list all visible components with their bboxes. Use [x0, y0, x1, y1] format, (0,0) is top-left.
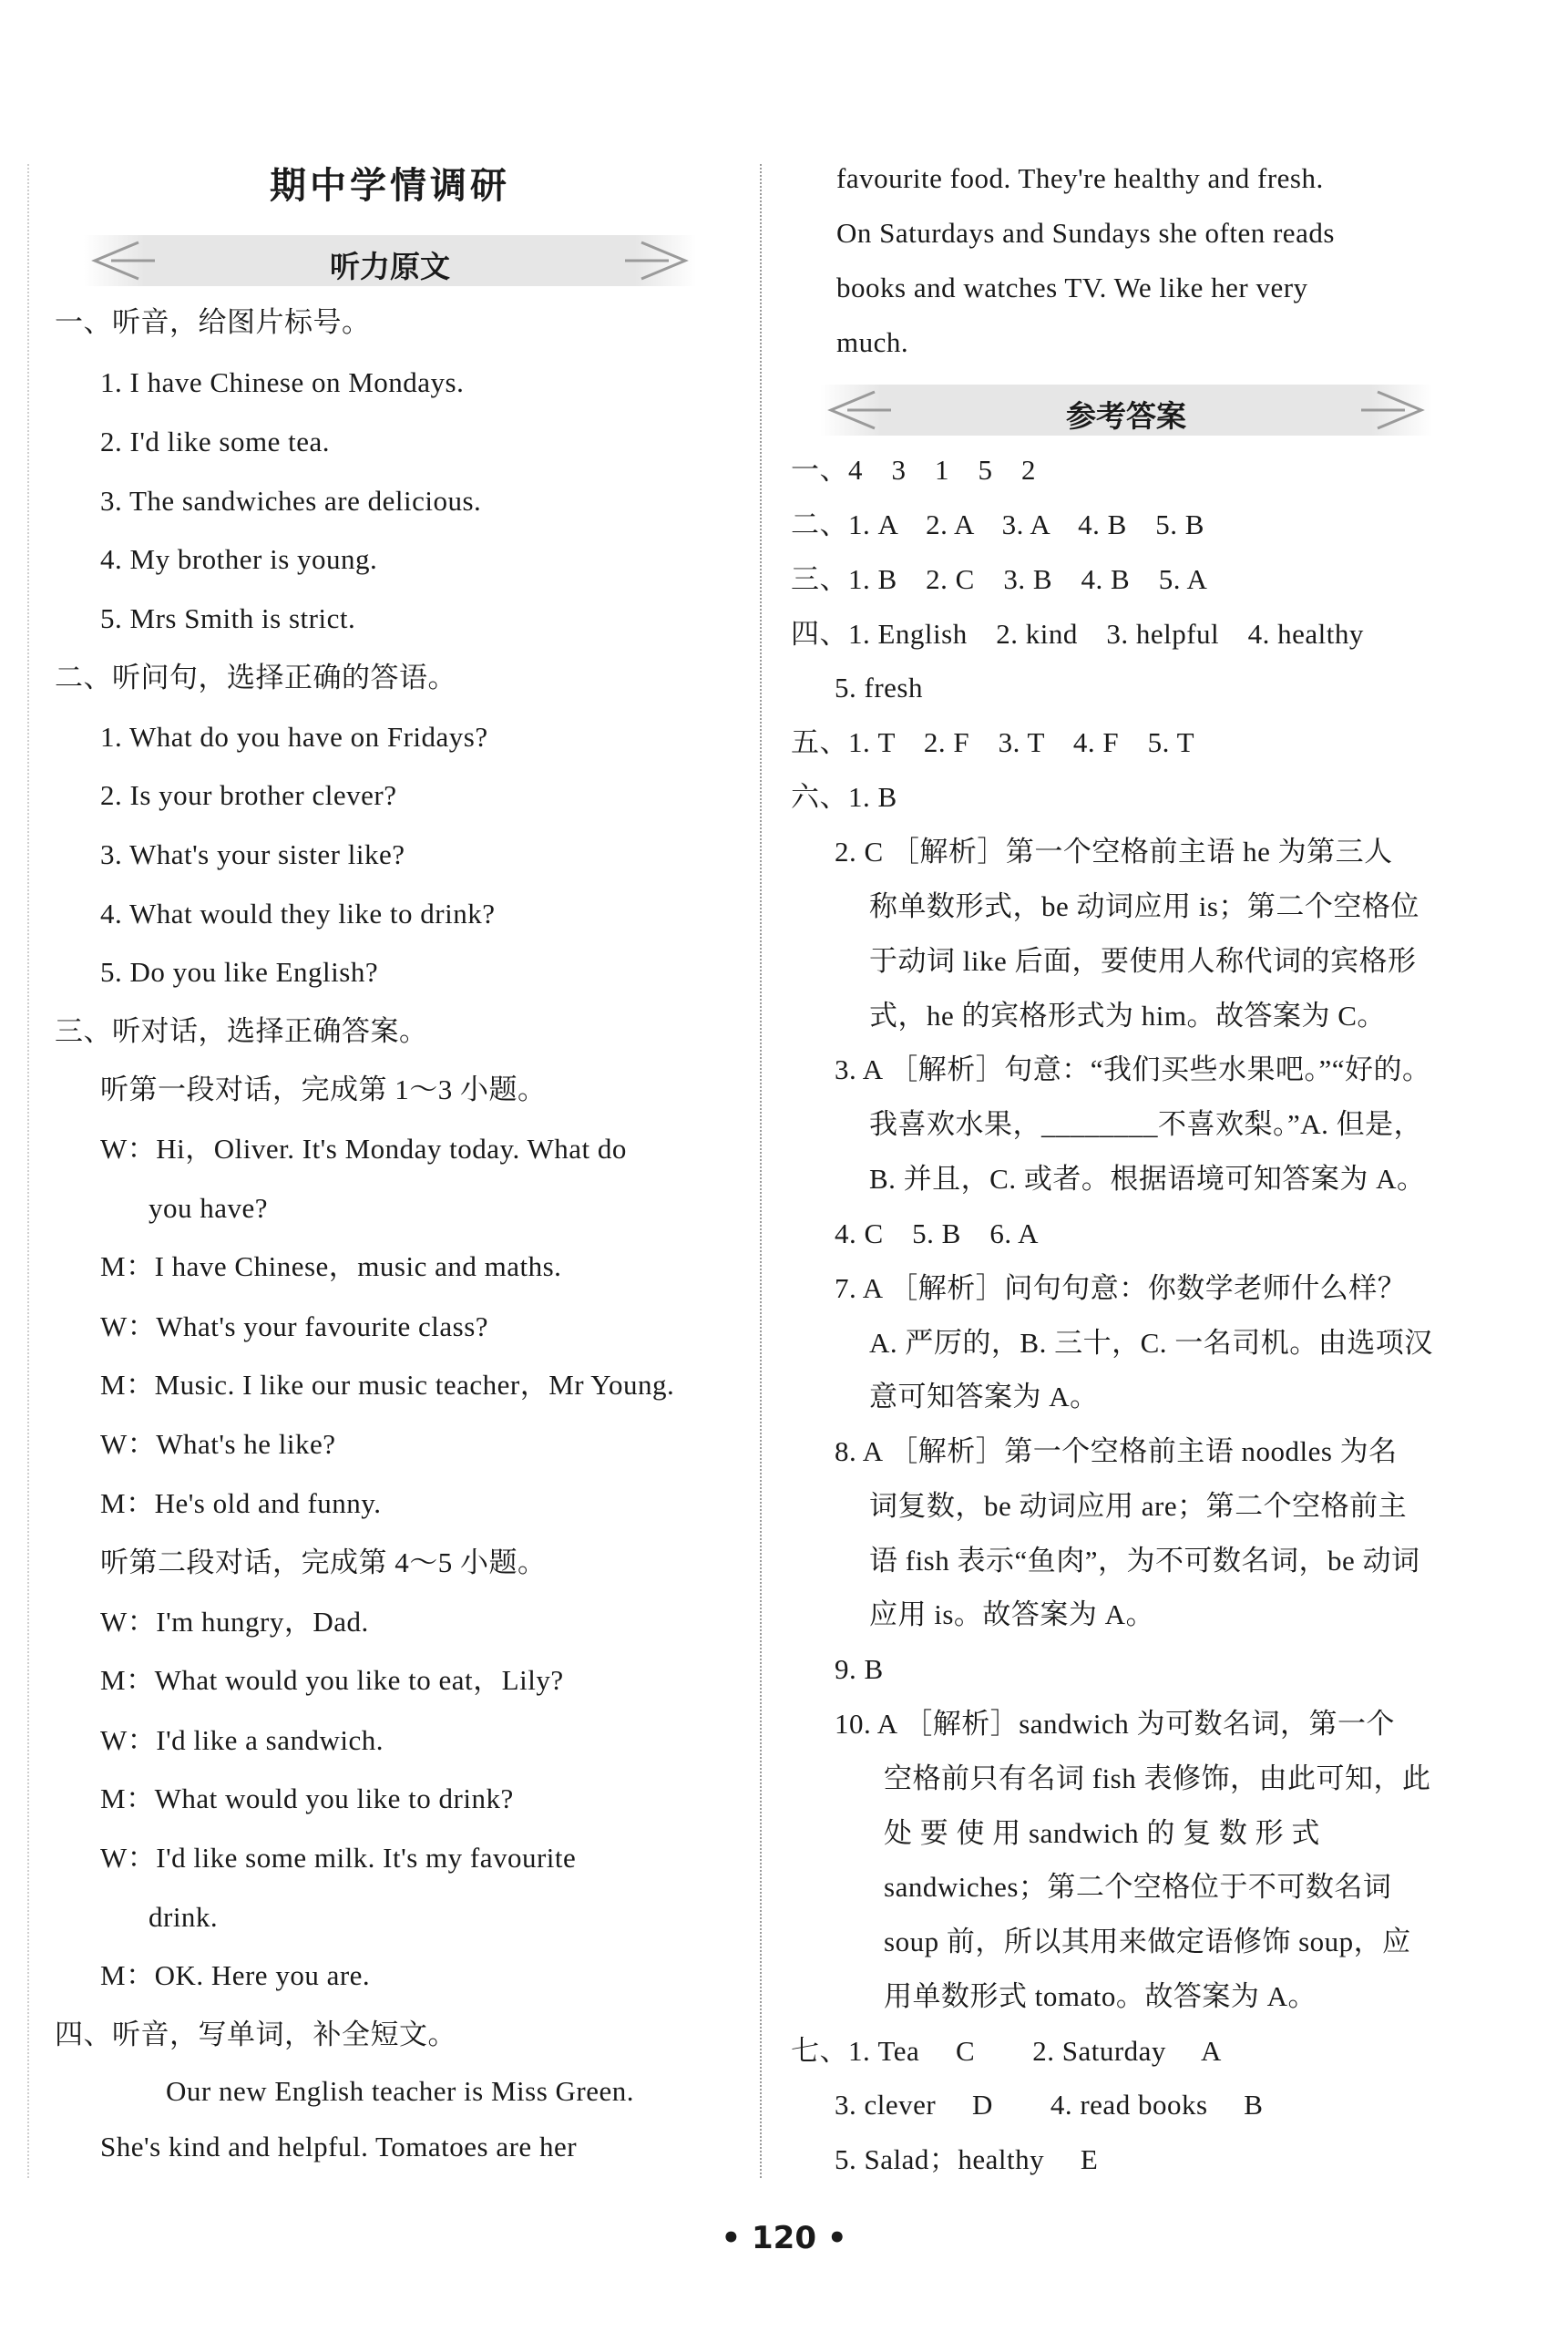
text-line: M：Music. I like our music teacher，Mr Young. — [100, 1369, 675, 1401]
text-line: 二、听问句，选择正确的答语。 — [55, 662, 456, 693]
answer-line: 3. clever D 4. read books B — [835, 2089, 1264, 2121]
answer-line: 于动词 like 后面，要使用人称代词的宾格形 — [869, 945, 1417, 977]
text-line: 5. Mrs Smith is strict. — [100, 602, 356, 634]
text-line: W：I'd like a sandwich. — [100, 1724, 384, 1756]
section-title-listening: 听力原文 — [330, 249, 450, 284]
text-line: M：He's old and funny. — [100, 1487, 382, 1519]
answer-line: 式，he 的宾格形式为 him。故答案为 C。 — [869, 1000, 1386, 1032]
text-line: 4. What would they like to drink? — [100, 898, 496, 930]
text-line: Our new English teacher is Miss Green. — [166, 2075, 635, 2107]
answer-line: 2. C ［解析］第一个空格前主语 he 为第三人 — [835, 836, 1393, 868]
text-line: 1. I have Chinese on Mondays. — [100, 366, 465, 398]
column-divider — [760, 164, 762, 2178]
answer-line: 9. B — [835, 1653, 884, 1685]
text-line: She's kind and helpful. Tomatoes are her — [100, 2131, 578, 2162]
section-title-answers: 参考答案 — [1066, 398, 1186, 434]
text-line: 3. The sandwiches are delicious. — [100, 485, 482, 517]
answer-line: 10. A ［解析］sandwich 为可数名词，第一个 — [835, 1708, 1396, 1740]
text-line: W：I'm hungry，Dad. — [100, 1606, 369, 1638]
answer-line: 六、1. B — [791, 781, 897, 813]
page-title: 期中学情调研 — [270, 165, 510, 207]
text-line: 1. What do you have on Fridays? — [100, 721, 488, 753]
text-line: M：What would you like to eat，Lily? — [100, 1664, 564, 1696]
answer-line: 意可知答案为 A。 — [869, 1381, 1099, 1413]
left-margin-rule — [27, 164, 29, 2178]
answer-line: 5. Salad；healthy E — [835, 2143, 1099, 2175]
text-line: 4. My brother is young. — [100, 543, 378, 575]
answer-line: 一、4 3 1 5 2 — [791, 454, 1036, 486]
answer-line: B. 并且，C. 或者。根据语境可知答案为 A。 — [869, 1163, 1426, 1195]
answer-line: 称单数形式，be 动词应用 is；第二个空格位 — [869, 890, 1419, 922]
answer-line: 四、1. English 2. kind 3. helpful 4. healthy — [791, 618, 1364, 650]
answer-line: sandwiches；第二个空格位于不可数名词 — [884, 1871, 1392, 1903]
text-line: M：OK. Here you are. — [100, 1959, 371, 1991]
answer-line: 5. fresh — [835, 672, 923, 704]
answer-line: 处 要 使 用 sandwich 的 复 数 形 式 — [884, 1817, 1320, 1849]
text-line: 2. I'd like some tea. — [100, 426, 330, 457]
answer-line: 语 fish 表示“鱼肉”，为不可数名词，be 动词 — [869, 1545, 1420, 1577]
answer-line: 我喜欢水果，________不喜欢梨。”A. 但是， — [869, 1108, 1423, 1140]
text-line: 2. Is your brother clever? — [100, 779, 397, 811]
answer-line: 7. A ［解析］问句句意：你数学老师什么样？ — [835, 1272, 1407, 1304]
answer-line: 词复数，be 动词应用 are；第二个空格前主 — [869, 1490, 1408, 1522]
text-line: W：I'd like some milk. It's my favourite — [100, 1842, 577, 1874]
answer-line: A. 严厉的，B. 三十，C. 一名司机。由选项汉 — [869, 1327, 1433, 1359]
text-line: 听第二段对话，完成第 4～5 小题。 — [100, 1546, 547, 1578]
text-line: W：Hi，Oliver. It's Monday today. What do — [100, 1133, 627, 1165]
text-line: 3. What's your sister like? — [100, 838, 405, 870]
text-line: 四、听音，写单词，补全短文。 — [55, 2019, 456, 2050]
answer-line: 二、1. A 2. A 3. A 4. B 5. B — [791, 509, 1204, 540]
text-line: M：I have Chinese，music and maths. — [100, 1250, 562, 1282]
text-line: 一、听音，给图片标号。 — [55, 306, 371, 338]
answer-line: 七、1. Tea C 2. Saturday A — [791, 2035, 1222, 2067]
answer-line: 3. A ［解析］句意：“我们买些水果吧。”“好的。 — [835, 1053, 1431, 1085]
text-line: 三、听对话，选择正确答案。 — [55, 1015, 428, 1047]
answer-line: 五、1. T 2. F 3. T 4. F 5. T — [791, 726, 1195, 758]
text-line: favourite food. They're healthy and fresh. — [836, 162, 1324, 194]
page-number: • 120 • — [721, 2220, 847, 2256]
section-banner-listening — [84, 235, 696, 286]
text-line: books and watches TV. We like her very — [836, 272, 1308, 303]
text-line: drink. — [149, 1901, 219, 1933]
answer-line: 8. A ［解析］第一个空格前主语 noodles 为名 — [835, 1435, 1398, 1467]
answer-line: 应用 is。故答案为 A。 — [869, 1598, 1155, 1630]
text-line: 听第一段对话，完成第 1～3 小题。 — [100, 1074, 547, 1105]
text-line: W：What's he like? — [100, 1428, 336, 1460]
text-line: much. — [836, 326, 909, 358]
answer-line: 用单数形式 tomato。故答案为 A。 — [884, 1980, 1317, 2012]
text-line: W：What's your favourite class? — [100, 1310, 489, 1342]
text-line: 5. Do you like English? — [100, 956, 379, 988]
answer-line: 三、1. B 2. C 3. B 4. B 5. A — [791, 563, 1208, 595]
text-line: M：What would you like to drink? — [100, 1782, 514, 1814]
answer-line: 空格前只有名词 fish 表修饰，由此可知，此 — [884, 1762, 1431, 1794]
section-banner-answers — [820, 385, 1432, 436]
answer-line: soup 前，所以其用来做定语修饰 soup，应 — [884, 1926, 1411, 1957]
text-line: you have? — [149, 1192, 269, 1224]
answer-line: 4. C 5. B 6. A — [835, 1217, 1040, 1249]
text-line: On Saturdays and Sundays she often reads — [836, 217, 1335, 249]
